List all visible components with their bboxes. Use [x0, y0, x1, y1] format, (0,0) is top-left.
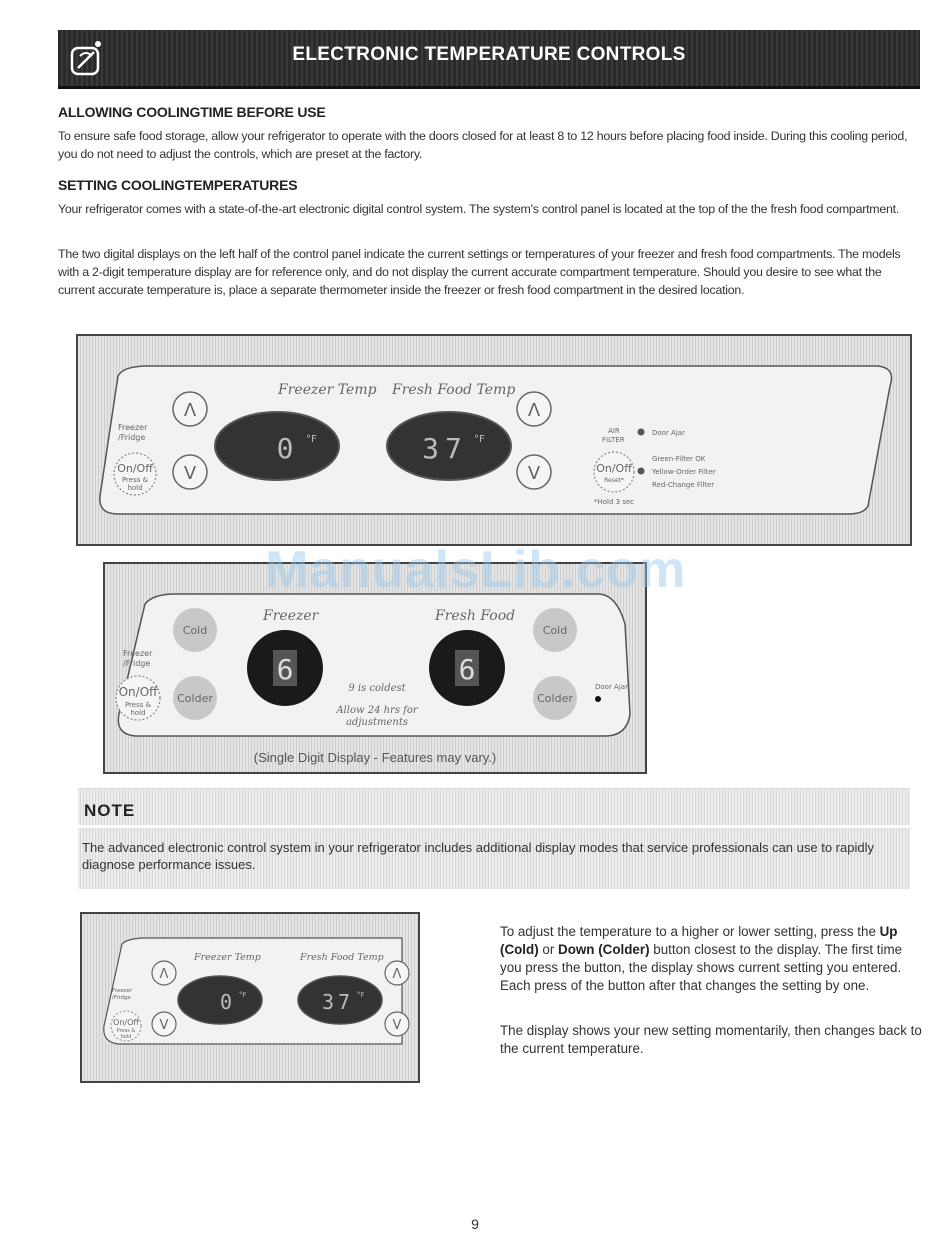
fresh-up-button[interactable] [385, 961, 409, 985]
fresh-up-button[interactable] [517, 392, 551, 426]
reset-on-off-label: On/Off [596, 462, 632, 475]
down-arrow-icon: V [527, 463, 541, 484]
note-text: The advanced electronic control system in your refrigerator includes additional display modes that service professionals can use to rapidly diagnose performance issues. [82, 840, 874, 872]
fresh-cold-button[interactable] [533, 608, 577, 652]
colder-label: Colder [177, 692, 213, 705]
freezer-fridge-label: Freezer [123, 649, 153, 658]
watermark: ManualsLib.com [265, 541, 687, 599]
reset-label: Reset* [604, 477, 624, 484]
fresh-unit: °F [357, 991, 365, 999]
adjust-paragraph-2: The display shows your new setting momentarily, then changes back to the current temperature. [500, 1023, 922, 1056]
up-arrow-icon: Λ [392, 967, 402, 982]
freezer-temp-label: Freezer Temp [278, 382, 377, 398]
fresh-unit: °F [474, 434, 485, 445]
freezer-down-button[interactable] [173, 455, 207, 489]
freezer-label: Freezer [263, 608, 319, 624]
freezer-temp-display [178, 976, 262, 1024]
freezer-display-value: 6 [276, 653, 294, 686]
section-heading-cooling-time: ALLOWING COOLINGTIME BEFORE USE [58, 104, 326, 120]
fresh-display-value: 37 [422, 432, 468, 465]
fresh-colder-button[interactable] [533, 676, 577, 720]
press-hold-label-1: Press & [116, 1028, 136, 1034]
freezer-colder-button[interactable] [173, 676, 217, 720]
on-off-label: On/Off [118, 685, 158, 699]
yellow-filter-label: Yellow-Order Filter [652, 468, 716, 476]
freezer-display-value: 0 [219, 990, 233, 1014]
up-arrow-icon: Λ [183, 400, 197, 421]
on-off-button[interactable] [114, 453, 156, 495]
freezer-temp-display [215, 412, 339, 480]
air-label: AIR [608, 427, 620, 435]
down-arrow-icon: V [159, 1018, 169, 1033]
freezer-fridge-label-2: /Fridge [118, 433, 146, 442]
adjust-paragraph-1: To adjust the temperature to a higher or lower setting, press the Up (Cold) or Down (Colder) button closest to the display. The first time you press the button, the display shows current setting you entered. Each press of the button after that changes the setting by one. [500, 924, 903, 993]
on-off-button[interactable] [116, 676, 160, 720]
fresh-food-temp-display [298, 976, 382, 1024]
hold-note: *Hold 3 sec [594, 498, 635, 506]
on-off-button[interactable] [111, 1011, 141, 1041]
door-ajar-led [638, 429, 645, 436]
note-title: NOTE [84, 801, 136, 820]
control-panel-small [80, 912, 420, 1083]
setting-temps-paragraph-1: Your refrigerator comes with a state-of-the-art electronic digital control system. The system's control panel is located at the top of the the fresh food compartment. [58, 202, 900, 216]
freezer-down-button[interactable] [152, 1012, 176, 1036]
down-arrow-icon: V [183, 463, 197, 484]
allow-note-2: adjustments [345, 717, 409, 728]
cooling-time-paragraph: To ensure safe food storage, allow your refrigerator to operate with the doors closed for at least 8 to 12 hours before placing food inside. During this cooling period, you do not need to adjust the controls, which are preset at the factory. [58, 129, 908, 161]
page-title: ELECTRONIC TEMPERATURE CONTROLS [292, 44, 686, 65]
colder-label: Colder [537, 692, 573, 705]
page-number: 9 [471, 1216, 479, 1232]
fresh-food-temp-label: Fresh Food Temp [300, 952, 384, 963]
fresh-down-button[interactable] [517, 455, 551, 489]
fresh-food-label: Fresh Food [435, 608, 516, 624]
freezer-up-button[interactable] [173, 392, 207, 426]
up-arrow-icon: Λ [159, 967, 169, 982]
freezer-unit: °F [239, 991, 247, 999]
note-divider [78, 825, 910, 828]
fresh-food-temp-label: Fresh Food Temp [392, 382, 516, 398]
door-ajar-label: Door Ajar [595, 683, 628, 691]
freezer-cold-button[interactable] [173, 608, 217, 652]
freezer-fridge-label: Freezer [112, 988, 133, 994]
air-filter-reset-button[interactable] [594, 452, 634, 492]
press-hold-label-2: hold [130, 709, 146, 717]
press-hold-label-1: Press & [124, 701, 152, 709]
red-filter-label: Red-Change Filter [652, 481, 715, 489]
fresh-food-temp-display [387, 412, 511, 480]
panel-caption: (Single Digit Display - Features may vary.) [253, 750, 497, 765]
cold-label: Cold [542, 624, 568, 637]
green-filter-label: Green-Filter OK [652, 455, 706, 463]
up-cold-term: Up (Cold) [500, 924, 898, 957]
freezer-fridge-label-2: /Fridge [112, 995, 131, 1001]
freezer-digit-display [247, 630, 323, 706]
fresh-display-value: 37 [321, 990, 355, 1014]
freezer-unit: °F [306, 434, 317, 445]
coldest-note: 9 is coldest [348, 683, 406, 694]
fresh-down-button[interactable] [385, 1012, 409, 1036]
down-colder-term: Down (Colder) [558, 942, 650, 957]
freezer-fridge-label: Freezer [118, 423, 148, 432]
freezer-up-button[interactable] [152, 961, 176, 985]
filter-status-led [638, 468, 645, 475]
freezer-display-value: 0 [276, 432, 294, 465]
allow-note-1: Allow 24 hrs for [336, 705, 418, 716]
press-hold-label-1: Press & [121, 476, 149, 484]
note-box [78, 788, 910, 889]
door-ajar-label: Door Ajar [652, 429, 685, 437]
press-hold-label-2: hold [120, 1034, 132, 1040]
door-ajar-led [595, 696, 601, 702]
fresh-digit-display [429, 630, 505, 706]
section-heading-setting-temps: SETTING COOLINGTEMPERATURES [58, 177, 298, 193]
freezer-fridge-label-2: /Fridge [123, 659, 151, 668]
fresh-display-value: 6 [458, 653, 476, 686]
press-hold-label-2: hold [127, 484, 143, 492]
on-off-label: On/Off [117, 462, 153, 475]
filter-label: FILTER [602, 436, 625, 444]
freezer-temp-label: Freezer Temp [194, 952, 261, 963]
up-arrow-icon: Λ [527, 400, 541, 421]
control-panel-two-digit [76, 334, 912, 546]
cold-label: Cold [182, 624, 208, 637]
down-arrow-icon: V [392, 1018, 402, 1033]
on-off-label: On/Off [113, 1018, 139, 1027]
section-banner [58, 30, 920, 89]
setting-temps-paragraph-2: The two digital displays on the left half of the control panel indicate the current settings or temperatures of your freezer and fresh food compartments. The models with a 2-digit temperature display are for reference only, and do not display the current accurate compartment temperature. Should you desire to see what the current accurate temperature is, place a separate thermometer inside the freezer or fresh food compartment in the desired location. [58, 247, 901, 297]
